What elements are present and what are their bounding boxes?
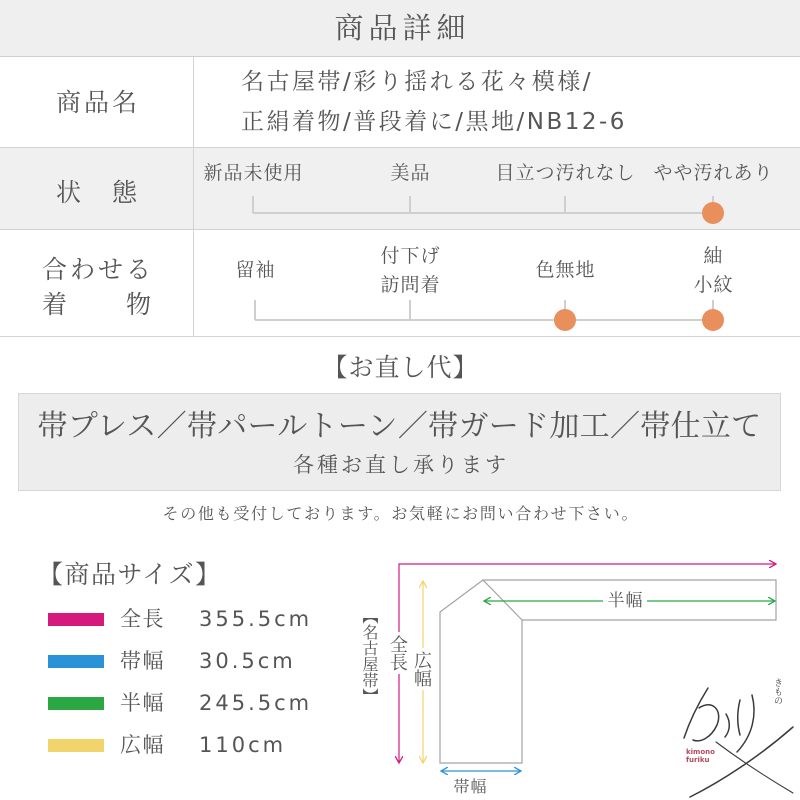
total-length-diagram-label: 全長 <box>386 632 408 674</box>
half-width-swatch <box>48 697 104 710</box>
alterations-subtitle: 各種お直し承ります <box>293 453 509 477</box>
matching-kimono-label: 着 物 <box>41 290 154 319</box>
kimono-option-label: 紬 <box>703 245 724 267</box>
condition-option-label: 美品 <box>390 162 431 184</box>
size-value: 245.5cm <box>199 691 313 715</box>
logo-latin: kimono <box>686 748 715 756</box>
size-value: 110cm <box>199 733 287 757</box>
obi-fold-line <box>483 580 522 620</box>
alterations-title: 【お直し代】 <box>322 353 479 382</box>
brand-logo <box>672 660 800 800</box>
condition-scale-tick <box>564 196 566 213</box>
obi-type-label: 【名古屋帯】 <box>360 608 379 704</box>
kimono-selected-marker <box>554 309 576 331</box>
kimono-option-label: 小紋 <box>693 274 734 296</box>
logo-stroke <box>693 705 719 741</box>
size-label: 半幅 <box>120 691 165 715</box>
condition-scale-tick <box>252 196 254 213</box>
logo-stroke <box>738 700 740 735</box>
column-divider <box>193 57 194 337</box>
wide-width-diagram-label: 広幅 <box>410 648 432 690</box>
condition-selected-marker <box>702 202 724 224</box>
condition-option-label: やや汚れあり <box>653 162 774 184</box>
size-label: 広幅 <box>120 733 165 757</box>
total-length-swatch <box>48 613 104 626</box>
condition-scale-tick <box>409 196 411 213</box>
condition-scale-line <box>253 212 713 214</box>
logo-stroke <box>716 742 793 793</box>
logo-stroke <box>684 688 708 738</box>
kimono-selected-marker <box>702 309 724 331</box>
size-label: 帯幅 <box>120 649 165 673</box>
size-value: 30.5cm <box>199 649 296 673</box>
logo-kana: きもの <box>772 678 782 705</box>
wide-width-swatch <box>48 739 104 752</box>
kimono-scale-tick <box>254 300 256 320</box>
kimono-option-label: 付下げ <box>380 245 441 267</box>
product-name-line: 名古屋帯/彩り揺れる花々模様/ <box>241 69 593 95</box>
obi-width-diagram-label: 帯幅 <box>453 777 488 796</box>
logo-latin: furiku <box>686 756 710 764</box>
size-value: 355.5cm <box>199 607 313 631</box>
row-divider <box>0 147 800 148</box>
obi-width-swatch <box>48 655 104 668</box>
page-title: 商品詳細 <box>334 11 471 45</box>
row-divider <box>0 229 800 230</box>
condition-label: 状 態 <box>55 178 140 207</box>
condition-option-label: 新品未使用 <box>203 162 304 184</box>
condition-option-label: 目立つ汚れなし <box>495 162 636 184</box>
kimono-scale-line <box>255 319 713 321</box>
half-width-diagram-label: 半幅 <box>603 589 647 613</box>
kimono-option-label: 留袖 <box>235 259 276 281</box>
size-label: 全長 <box>120 607 165 631</box>
product-name-line: 正絹着物/普段着に/黒地/NB12-6 <box>241 109 627 135</box>
alterations-services: 帯プレス／帯パールトーン／帯ガード加工／帯仕立て <box>37 409 762 444</box>
kimono-option-label: 訪問着 <box>380 274 441 296</box>
logo-stroke <box>725 714 729 737</box>
contact-note: その他も受付しております。お気軽にお問い合わせ下さい。 <box>162 504 640 523</box>
kimono-scale-tick <box>409 300 411 320</box>
matching-kimono-label: 合わせる <box>41 255 154 284</box>
sizes-title: 【商品サイズ】 <box>38 560 222 589</box>
kimono-option-label: 色無地 <box>535 259 596 281</box>
product-name-label: 商品名 <box>55 88 140 117</box>
row-divider <box>0 336 800 337</box>
